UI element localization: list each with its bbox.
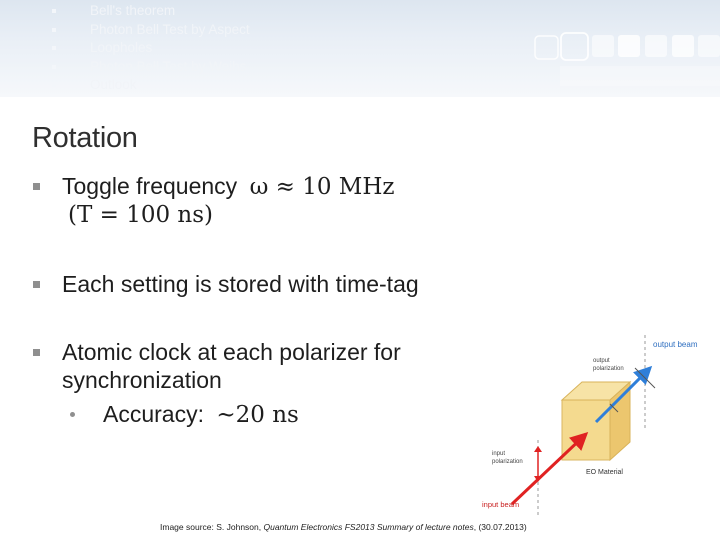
image-source-caption: Image source: S. Johnson, Quantum Electronics FS2013 Summary of lecture notes, (30.07.2013) — [160, 522, 527, 532]
bullet-1-line2: (T = 100 ns) — [68, 202, 214, 228]
sub-bullet-accuracy — [103, 401, 299, 428]
slide-title: Rotation — [32, 122, 138, 154]
bullet-1-text: Toggle frequency — [62, 173, 238, 199]
square-bullet-icon — [33, 349, 40, 356]
bullet-2: Each setting is stored with time-tag — [62, 271, 419, 297]
square-bullet-icon — [33, 183, 40, 190]
bullet-3-line1: Atomic clock at each polarizer for — [62, 339, 401, 365]
eo-modulator-diagram — [470, 330, 720, 525]
bullet-icon — [52, 28, 56, 32]
bullet-icon — [52, 46, 56, 50]
input-beam-arrow — [512, 434, 586, 504]
bullet-icon — [52, 9, 56, 13]
output-beam-label: output beam — [653, 340, 698, 349]
bullet-icon — [52, 65, 56, 69]
sub-bullet-math: ~20 ns — [216, 402, 299, 428]
input-beam-label: input beam — [482, 500, 520, 509]
square-bullet-icon — [33, 281, 40, 288]
output-polarization-label-2: polarization — [593, 366, 624, 372]
round-bullet-icon — [70, 412, 75, 417]
output-polarization-label-1: output — [593, 358, 610, 364]
bullet-1-math: ω ≈ 10 MHz — [249, 174, 395, 200]
input-polarization-label-2: polarization — [492, 459, 523, 465]
bullet-icon — [52, 83, 56, 87]
input-polarization-label-1: input — [492, 451, 506, 457]
header-band: Bell's theorem Photon Bell Test by Aspect Loopholes Photon Bell Test by Weihs Outlook — [0, 0, 720, 97]
bullet-3-line2: synchronization — [62, 367, 222, 393]
diagram-svg — [470, 330, 720, 520]
sub-bullet-label: Accuracy: — [103, 401, 204, 427]
eo-material-label: EO Material — [586, 469, 623, 476]
bullet-1 — [62, 173, 395, 200]
